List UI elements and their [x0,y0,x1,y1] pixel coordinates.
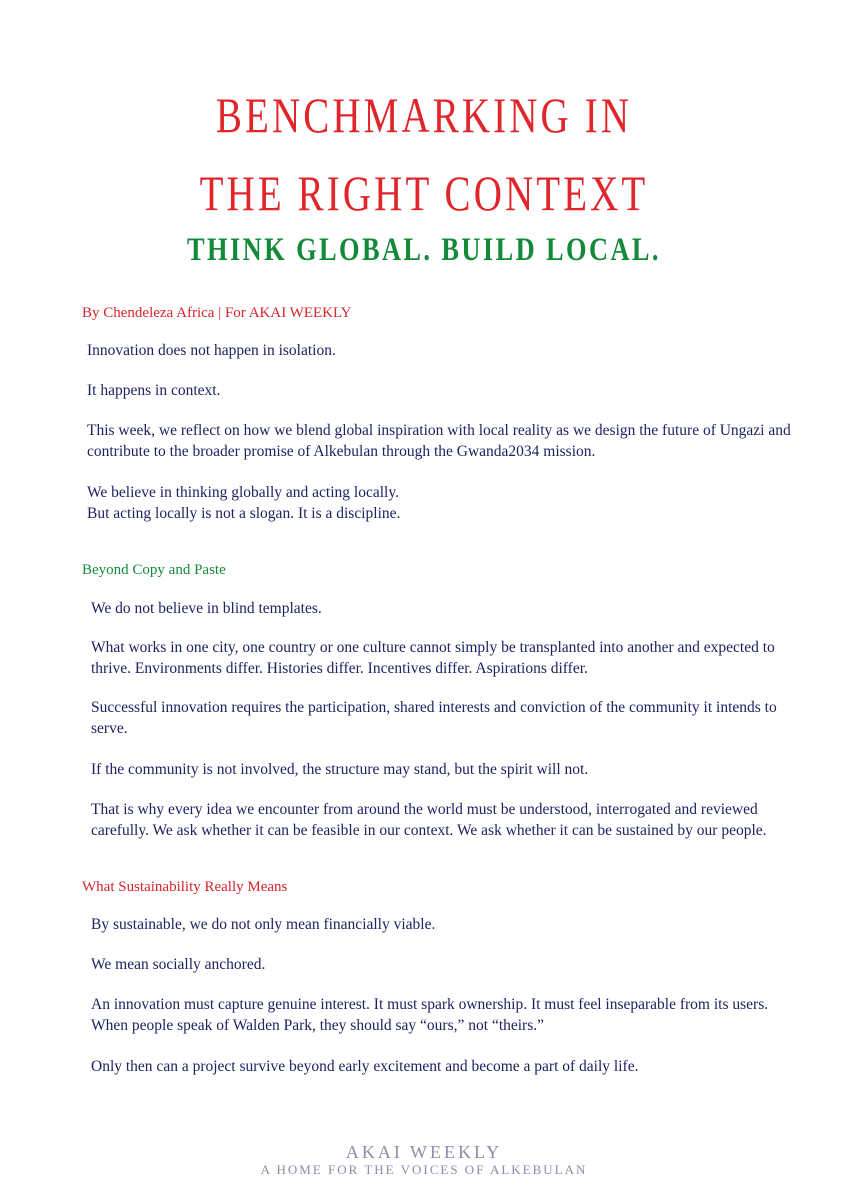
intro-line: We believe in thinking globally and acting locally. [87,484,399,501]
body-line: By sustainable, we do not only mean financially viable. [91,916,436,933]
body-line: When people speak of Walden Park, they should say “ours,” not “theirs.” [91,1017,545,1034]
body-line: serve. [91,720,128,737]
article-subtitle: THINK GLOBAL. BUILD LOCAL. [187,232,661,268]
section1-paragraph-1 [91,598,771,619]
footer-tagline: A HOME FOR THE VOICES OF ALKEBULAN [260,1162,588,1177]
body-line: If the community is not involved, the structure may stand, but the spirit will not. [91,761,589,778]
intro-line: contribute to the broader promise of Alkebulan through the Gwanda2034 mission. [87,443,596,460]
intro-line: It happens in context. [87,382,221,399]
body-line: What works in one city, one country or one culture cannot simply be transplanted into another and expected to [91,639,775,656]
body-line: Only then can a project survive beyond early excitement and become a part of daily life. [91,1058,639,1075]
intro-line: This week, we reflect on how we blend global inspiration with local reality as we design the future of Ungazi and [87,422,791,439]
body-line: We mean socially anchored. [91,956,266,973]
section1-paragraph-4 [91,759,771,780]
intro-paragraph-3 [87,420,791,462]
body-line: Successful innovation requires the participation, shared interests and conviction of the community it intends to [91,699,777,716]
body-line: carefully. We ask whether it can be feasible in our context. We ask whether it can be sustained by our people. [91,822,767,839]
section2-paragraph-2 [91,954,771,975]
intro-line: But acting locally is not a slogan. It is a discipline. [87,505,401,522]
body-line: An innovation must capture genuine interest. It must spark ownership. It must feel inseparable from its users. [91,996,769,1013]
body-line: That is why every idea we encounter from around the world must be understood, interrogated and reviewed [91,801,758,818]
footer-publication-name: AKAI WEEKLY [345,1142,503,1162]
body-line: We do not believe in blind templates. [91,600,322,617]
intro-paragraph-1 [87,340,777,361]
section1-paragraph-5 [91,799,771,841]
intro-paragraph-4 [87,482,777,524]
section2-paragraph-4 [91,1056,771,1077]
intro-line: Innovation does not happen in isolation. [87,342,336,359]
body-line: thrive. Environments differ. Histories differ. Incentives differ. Aspirations differ. [91,660,588,677]
section1-paragraph-3 [91,697,777,739]
section2-paragraph-1 [91,914,771,935]
intro-paragraph-2 [87,380,777,401]
section-heading-sustainability: What Sustainability Really Means [82,879,288,895]
article-title-line-2: THE RIGHT CONTEXT [199,165,649,221]
section2-paragraph-3 [91,994,771,1036]
article-title-line-1: BENCHMARKING IN [215,87,633,143]
byline: By Chendeleza Africa | For AKAI WEEKLY [82,305,352,321]
section-heading-beyond-copy-paste: Beyond Copy and Paste [82,562,226,578]
section1-paragraph-2 [91,637,775,679]
